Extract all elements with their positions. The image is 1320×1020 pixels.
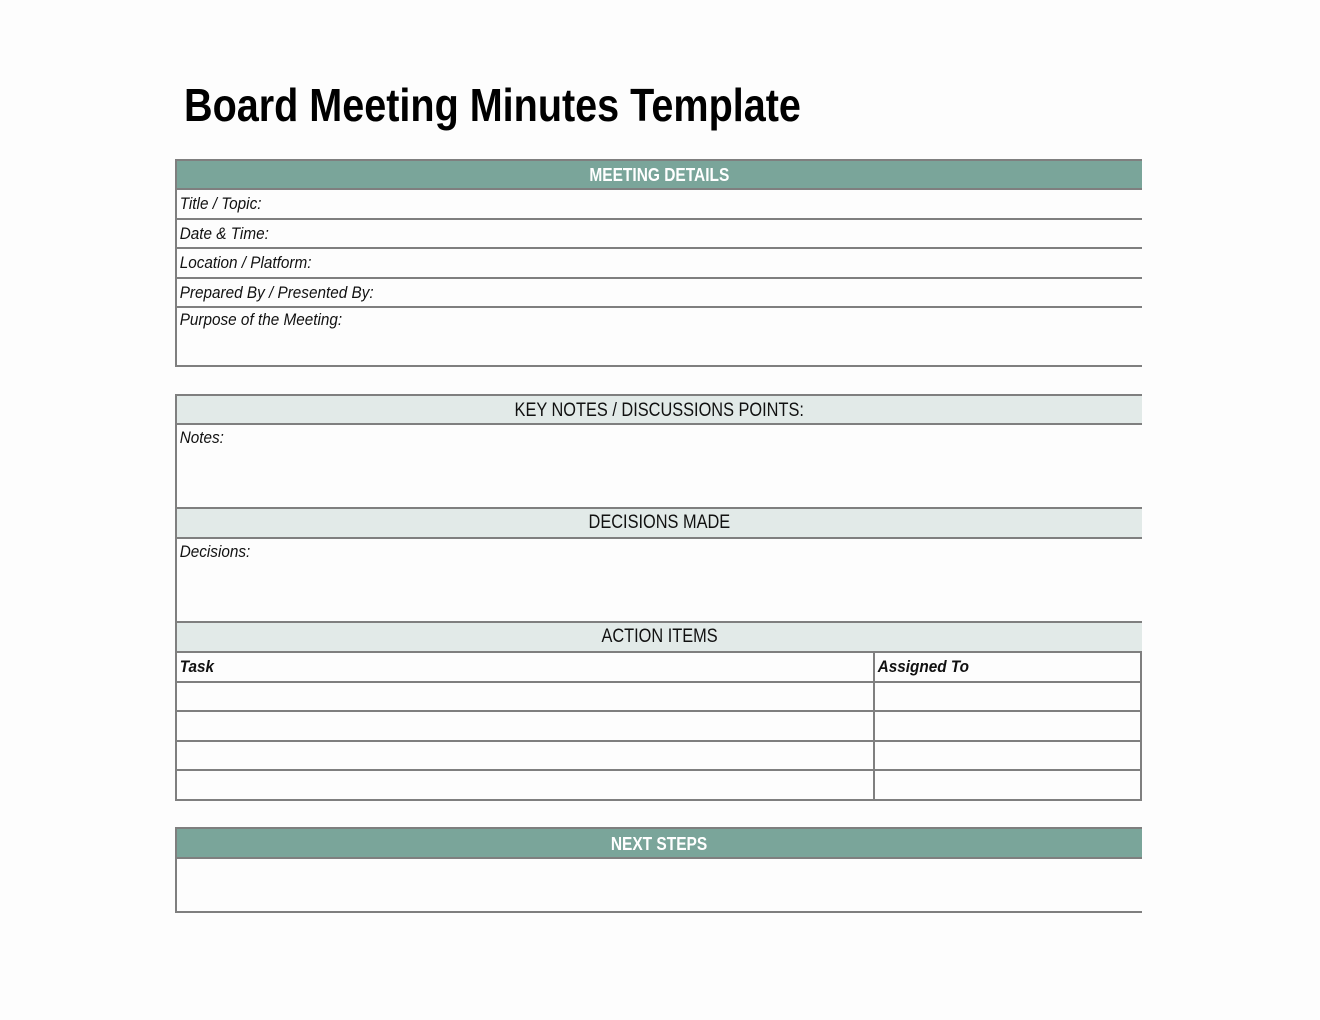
notes-field[interactable]: [177, 425, 1142, 509]
table-row: [177, 712, 1142, 742]
table-row: [177, 742, 1142, 772]
location-platform-label: Location / Platform:: [179, 253, 312, 272]
meeting-details-header: [177, 159, 1142, 190]
key-notes-header: [177, 394, 1142, 425]
prepared-by-label: Prepared By / Presented By:: [179, 282, 374, 302]
notes-decisions-actions-section: [175, 394, 1142, 801]
action-items-header-label: ACTION ITEMS: [601, 626, 718, 647]
title-topic-field[interactable]: [177, 190, 1142, 220]
assigned-to-cell[interactable]: [875, 771, 1142, 799]
task-cell[interactable]: [177, 683, 875, 711]
task-cell[interactable]: [177, 742, 875, 770]
decisions-header: [177, 509, 1142, 539]
title-topic-label: Title / Topic:: [179, 194, 262, 213]
purpose-label: Purpose of the Meeting:: [179, 310, 343, 329]
next-steps-header: [177, 827, 1142, 859]
notes-label: Notes:: [179, 428, 224, 447]
task-cell[interactable]: [177, 771, 875, 799]
next-steps-section: [175, 827, 1142, 913]
assigned-to-cell[interactable]: [875, 683, 1142, 711]
assigned-to-column-header: Assigned To: [875, 653, 1142, 681]
next-steps-header-label: NEXT STEPS: [611, 834, 708, 854]
action-items-column-header: [177, 653, 1142, 683]
location-platform-field[interactable]: [177, 249, 1142, 279]
assigned-to-cell[interactable]: [875, 712, 1142, 740]
meeting-details-section: [175, 159, 1142, 367]
table-row: [177, 683, 1142, 713]
purpose-field[interactable]: [177, 308, 1142, 367]
date-time-label: Date & Time:: [179, 223, 269, 243]
page-title: Board Meeting Minutes Template: [184, 79, 801, 131]
table-row: [177, 771, 1142, 801]
date-time-field[interactable]: [177, 220, 1142, 250]
meeting-details-header-label: MEETING DETAILS: [589, 165, 730, 185]
decisions-header-label: DECISIONS MADE: [588, 512, 731, 533]
decisions-label: Decisions:: [179, 542, 251, 561]
next-steps-field[interactable]: [177, 859, 1142, 913]
assigned-to-cell[interactable]: [875, 742, 1142, 770]
task-column-header: Task: [177, 653, 875, 681]
decisions-field[interactable]: [177, 539, 1142, 623]
prepared-by-field[interactable]: [177, 279, 1142, 309]
key-notes-header-label: KEY NOTES / DISCUSSIONS POINTS:: [514, 400, 805, 421]
action-items-header: [177, 623, 1142, 653]
task-cell[interactable]: [177, 712, 875, 740]
